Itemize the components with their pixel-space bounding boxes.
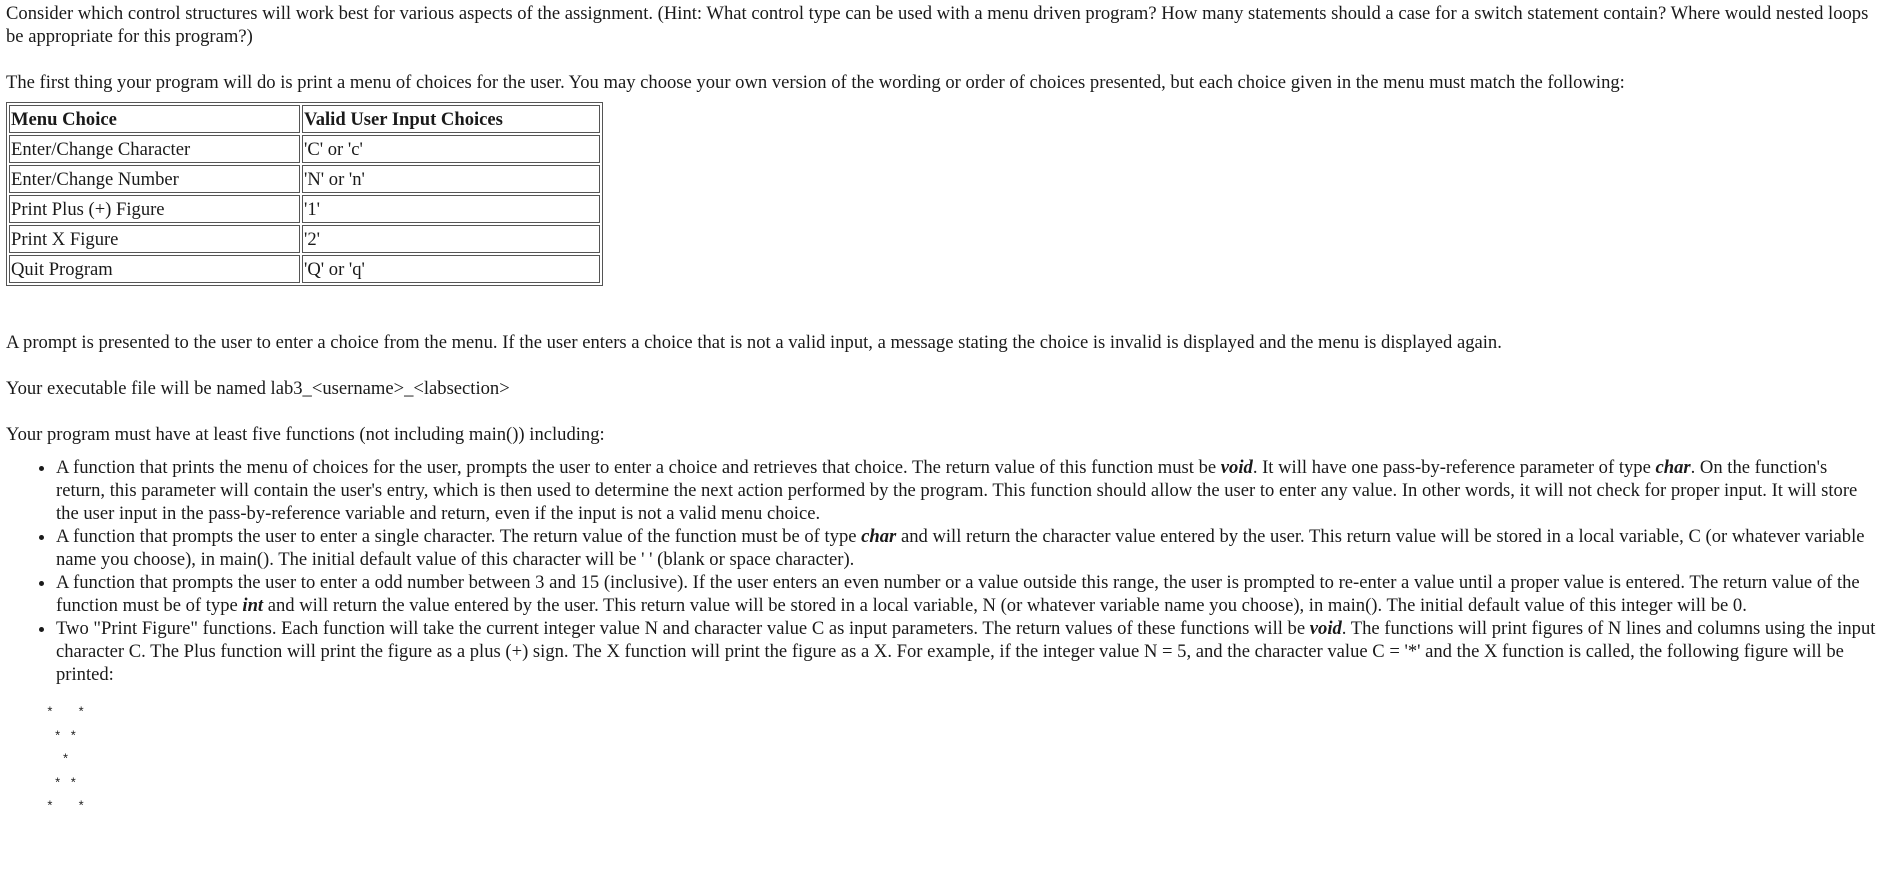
valid-input-cell: 'N' or 'n' — [302, 165, 600, 193]
table-header-row — [9, 105, 600, 133]
valid-input-cell: '1' — [302, 195, 600, 223]
keyword-void: void — [1220, 457, 1253, 478]
hint-paragraph: Consider which control structures will work best for various aspects of the assignment. (Hint: What control type can be used with a menu driven program? How many statements should a case for a switch statement contain? Where would nested loops be appropriate for this program?) — [6, 3, 1869, 47]
keyword-void: void — [1309, 618, 1342, 639]
table-row — [9, 195, 600, 223]
figure-line: * * — [46, 775, 86, 791]
keyword-char: char — [1655, 457, 1691, 478]
text-segment: . The functions will print figures of N lines and columns using the input character C. The Plus function will print the figure as a plus (+) sign. The X function will print the figure as a X. For example, if the integer value N = 5, and the character value C = '*' and the X function is called, the following figure will be printed: — [56, 618, 1876, 685]
text-segment: . On the function's return, this parameter will contain the user's entry, which is then used to determine the next action performed by the program. This function should allow the user to enter any value. In other words, it will not check for proper input. It will store the user input in the pass-by-reference variable and return, even if the input is not a valid menu choice. — [56, 457, 1858, 524]
header-valid-input: Valid User Input Choices — [302, 105, 600, 133]
menu-choice-cell: Print Plus (+) Figure — [9, 195, 300, 223]
text-segment: and will return the value entered by the user. This return value will be stored in a local variable, N (or whatever variable name you choose), in main(). The initial default value of this integer will be 0. — [263, 595, 1747, 616]
menu-choice-cell: Print X Figure — [9, 225, 300, 253]
figure-line: * * — [46, 799, 86, 814]
keyword-int: int — [242, 595, 264, 616]
menu-intro-paragraph: The first thing your program will do is print a menu of choices for the user. You may choose your own version of the wording or order of choices presented, but each choice given in the menu must match the following: — [6, 72, 1625, 93]
text-segment: A function that prompts the user to enter a single character. The return value of the function must be of type — [56, 526, 862, 547]
table-row — [9, 225, 600, 253]
text-segment: A function that prompts the user to enter a odd number between 3 and 15 (inclusive). If the user enters an even number or a value outside this range, the user is prompted to re-enter a value until a proper value is entered. The return value of the function must be of type — [56, 572, 1860, 616]
executable-name-paragraph: Your executable file will be named lab3_<username>_<labsection> — [6, 378, 510, 399]
functions-list — [6, 456, 1877, 686]
figure-line: * — [46, 752, 86, 767]
valid-input-cell: 'C' or 'c' — [302, 135, 600, 163]
list-item-number-function — [56, 571, 1877, 617]
table-row — [9, 255, 600, 283]
menu-choice-cell: Enter/Change Number — [9, 165, 300, 193]
keyword-char: char — [861, 526, 897, 547]
list-item-print-figure-functions — [56, 617, 1877, 686]
functions-intro-paragraph: Your program must have at least five functions (not including main()) including: — [6, 424, 605, 445]
table-row — [9, 165, 600, 193]
list-item-menu-function — [56, 456, 1877, 525]
menu-choice-cell: Enter/Change Character — [9, 135, 300, 163]
text-segment: Two "Print Figure" functions. Each function will take the current integer value N and character value C as input parameters. The return values of these functions will be — [56, 618, 1310, 639]
figure-line: * * — [46, 728, 86, 744]
x-figure-example — [46, 701, 1877, 819]
table-row — [9, 135, 600, 163]
valid-input-cell: '2' — [302, 225, 600, 253]
text-segment: . It will have one pass-by-reference parameter of type — [1252, 457, 1656, 478]
header-menu-choice: Menu Choice — [9, 105, 300, 133]
list-item-char-function — [56, 525, 1877, 571]
prompt-paragraph: A prompt is presented to the user to enter a choice from the menu. If the user enters a choice that is not a valid input, a message stating the choice is invalid is displayed and the menu is displayed again. — [6, 332, 1502, 353]
text-segment: and will return the character value entered by the user. This return value will be stored in a local variable, C (or whatever variable name you choose), in main(). The initial default value of this character will be ' ' (blank or space character). — [56, 526, 1865, 570]
menu-choice-cell: Quit Program — [9, 255, 300, 283]
text-segment: A function that prints the menu of choices for the user, prompts the user to enter a choice and retrieves that choice. The return value of this function must be — [56, 457, 1221, 478]
valid-input-cell: 'Q' or 'q' — [302, 255, 600, 283]
menu-choices-table — [6, 102, 603, 286]
figure-line: * * — [46, 705, 86, 720]
